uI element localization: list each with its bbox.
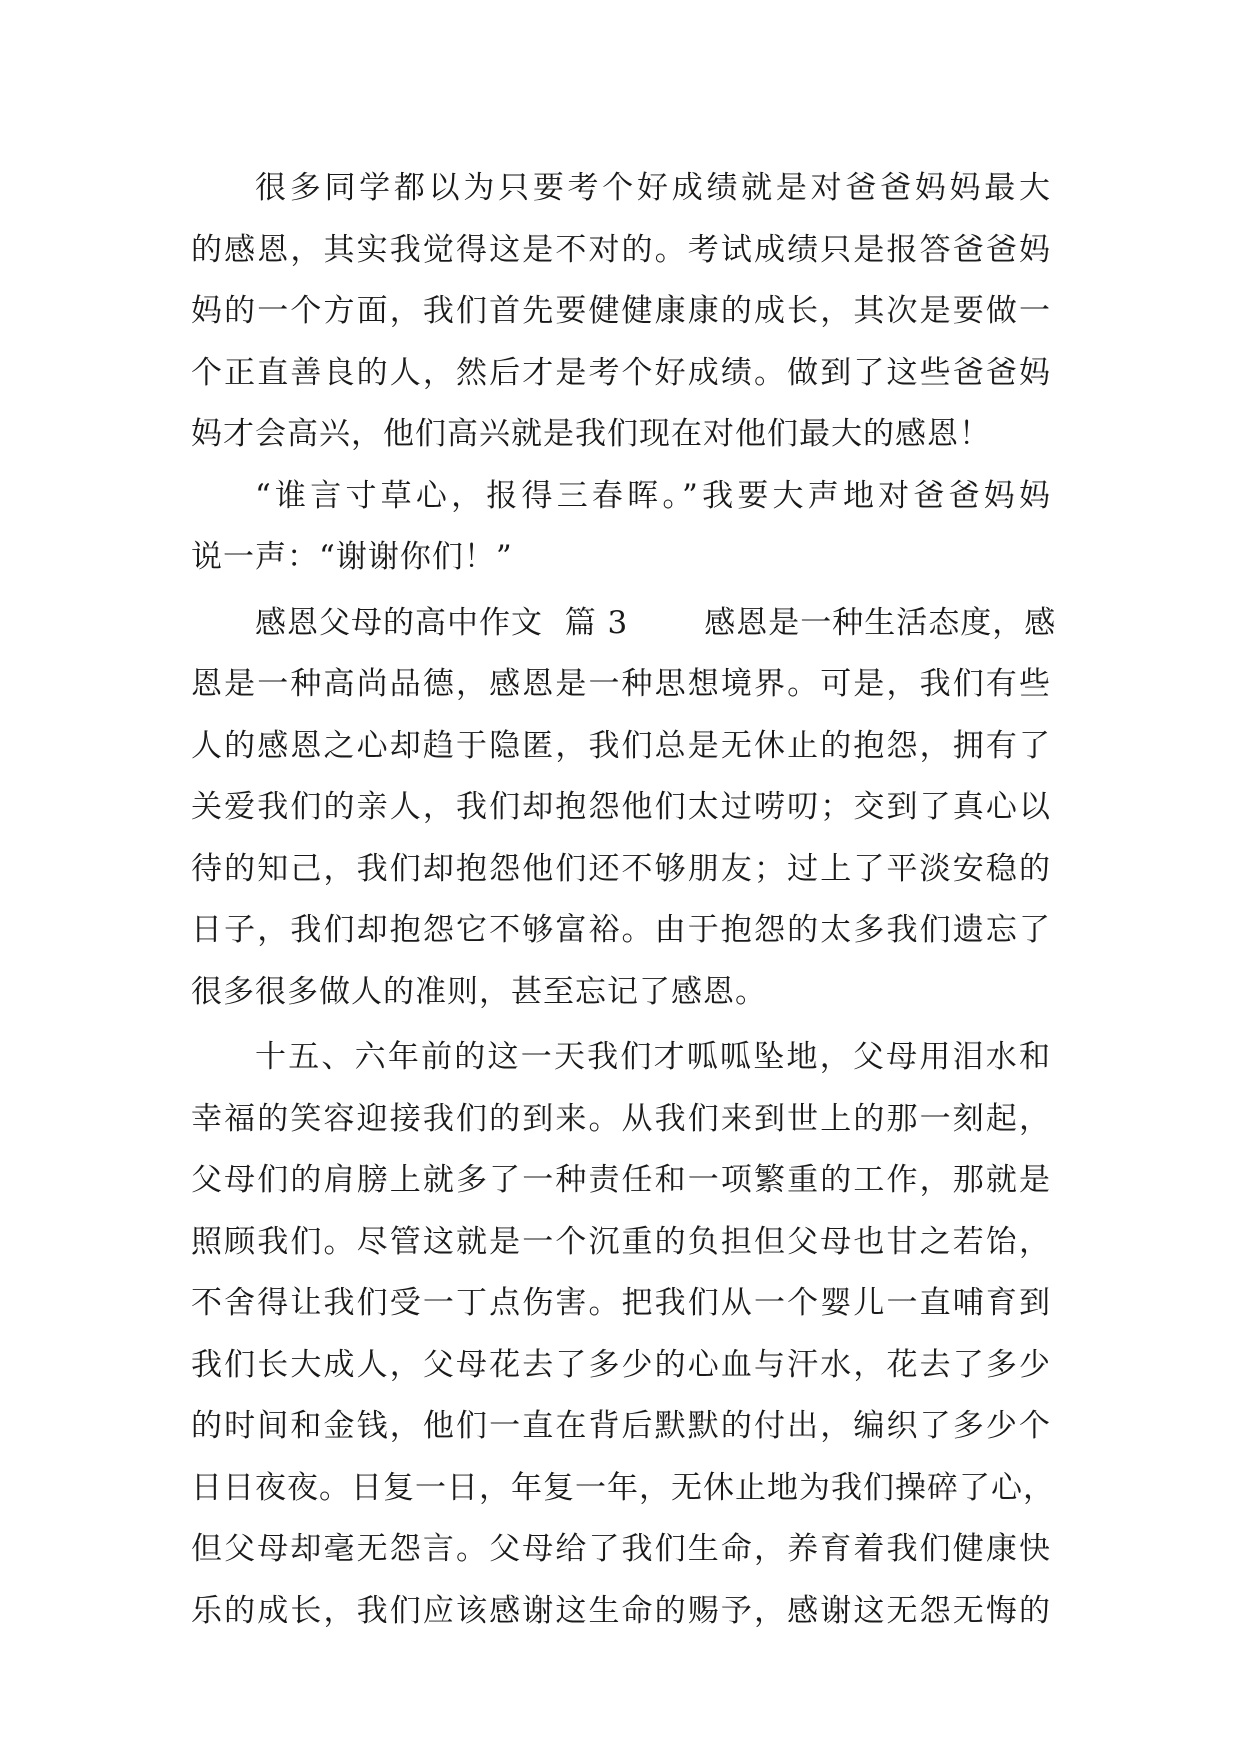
text-line: 人的感恩之心却趋于隐匿，我们总是无休止的抱怨，拥有了	[191, 727, 1051, 764]
text-line: 妈才会高兴，他们高兴就是我们现在对他们最大的感恩！	[191, 416, 991, 452]
essay-body	[191, 158, 1057, 1642]
text-line: “谁言寸草心，报得三春晖。”我要大声地对爸爸妈妈	[255, 477, 1051, 514]
text-line: 照顾我们。尽管这就是一个沉重的负担但父母也甘之若饴，	[191, 1223, 1051, 1260]
text-line: 日日夜夜。日复一日，年复一年，无休止地为我们操碎了心，	[191, 1469, 1055, 1506]
text-line: 说一声：“谢谢你们！”	[191, 539, 513, 575]
text-line: 日子，我们却抱怨它不够富裕。由于抱怨的太多我们遗忘了	[191, 912, 1051, 948]
text-line: 很多很多做人的准则，甚至忘记了感恩。	[191, 973, 767, 1010]
text-line: 恩是一种高尚品德，感恩是一种思想境界。可是，我们有些	[191, 666, 1051, 702]
section-heading-line: 感恩父母的高中作文 篇 3 感恩是一种生活态度，感	[255, 604, 1057, 641]
text-line: 妈的一个方面，我们首先要健健康康的成长，其次是要做一	[191, 293, 1051, 329]
text-line: 我们长大成人，父母花去了多少的心血与汗水，花去了多少	[191, 1346, 1051, 1383]
text-line: 待的知己，我们却抱怨他们还不够朋友；过上了平淡安稳的	[191, 850, 1051, 887]
text-line: 很多同学都以为只要考个好成绩就是对爸爸妈妈最大	[255, 170, 1051, 206]
text-line: 但父母却毫无怨言。父母给了我们生命，养育着我们健康快	[191, 1531, 1051, 1567]
text-line: 乐的成长，我们应该感谢这生命的赐予，感谢这无怨无悔的	[191, 1592, 1051, 1629]
text-line: 个正直善良的人，然后才是考个好成绩。做到了这些爸爸妈	[191, 354, 1051, 391]
text-line: 的感恩，其实我觉得这是不对的。考试成绩只是报答爸爸妈	[191, 231, 1051, 268]
text-line: 关爱我们的亲人，我们却抱怨他们太过唠叨；交到了真心以	[191, 789, 1051, 825]
text-line: 父母们的肩膀上就多了一种责任和一项繁重的工作，那就是	[191, 1162, 1051, 1198]
text-line: 十五、六年前的这一天我们才呱呱坠地，父母用泪水和	[255, 1039, 1051, 1075]
text-line: 幸福的笑容迎接我们的到来。从我们来到世上的那一刻起，	[191, 1100, 1051, 1137]
text-line: 的时间和金钱，他们一直在背后默默的付出，编织了多少个	[191, 1408, 1051, 1444]
text-line: 不舍得让我们受一丁点伤害。把我们从一个婴儿一直哺育到	[191, 1285, 1051, 1321]
